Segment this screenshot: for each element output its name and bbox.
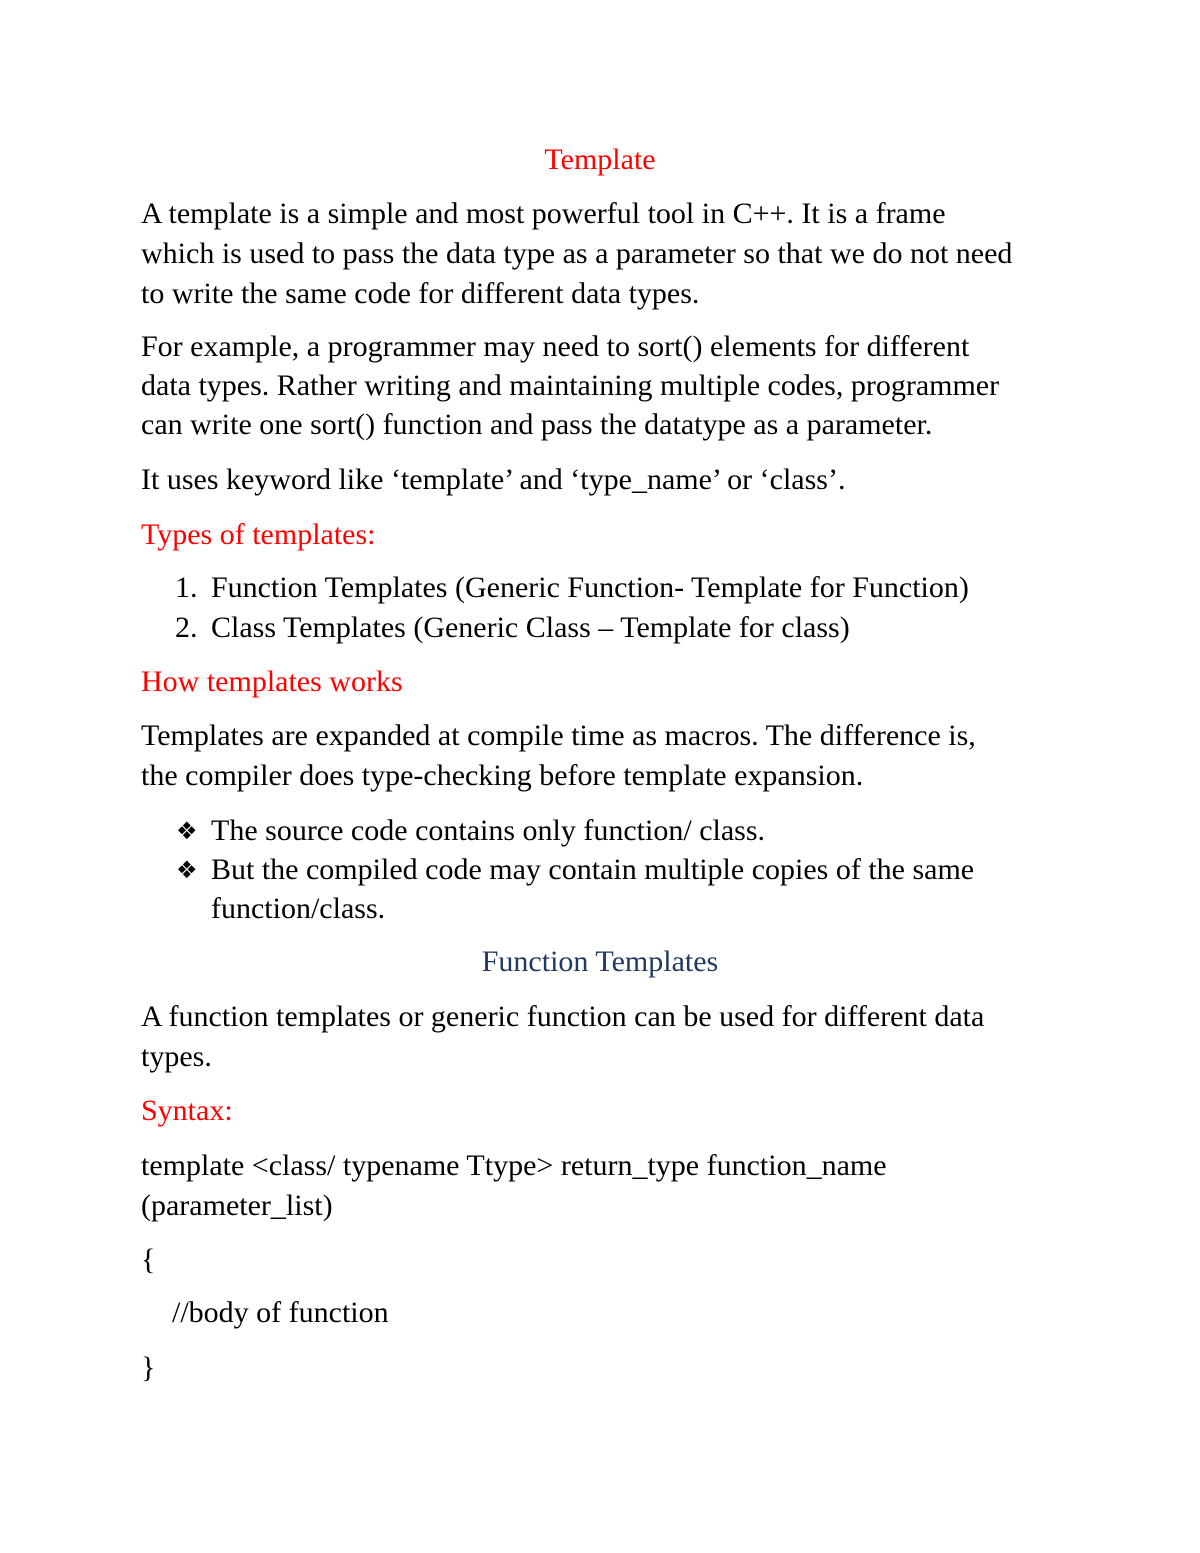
- page-title: Template: [544, 143, 656, 176]
- function-templates-line: A function templates or generic function can be used for different data: [141, 1000, 985, 1033]
- example-line: data types. Rather writing and maintaining multiple codes, programmer: [141, 369, 1000, 402]
- example-line: can write one sort() function and pass the datatype as a parameter.: [141, 408, 933, 441]
- keyword-paragraph: It uses keyword like ‘template’ and ‘type_name’ or ‘class’.: [141, 463, 846, 496]
- bullet-text: The source code contains only function/ class.: [211, 814, 766, 847]
- syntax-body-comment: //body of function: [172, 1296, 389, 1329]
- syntax-close-brace: }: [141, 1351, 156, 1384]
- diamond-bullet-icon: ❖: [176, 856, 198, 884]
- bullet-text: But the compiled code may contain multiple copies of the same: [211, 853, 975, 886]
- list-number: 2.: [175, 611, 198, 644]
- how-line: Templates are expanded at compile time as macros. The difference is,: [141, 719, 976, 752]
- list-item-text: Function Templates (Generic Function- Template for Function): [211, 571, 969, 604]
- types-heading: Types of templates:: [141, 518, 376, 551]
- list-number: 1.: [175, 571, 198, 604]
- syntax-open-brace: {: [141, 1243, 156, 1276]
- function-templates-heading: Function Templates: [481, 945, 719, 978]
- function-templates-line: types.: [141, 1040, 212, 1073]
- syntax-line: (parameter_list): [141, 1189, 333, 1222]
- how-line: the compiler does type-checking before template expansion.: [141, 759, 864, 792]
- intro-line: A template is a simple and most powerful tool in C++. It is a frame: [141, 197, 946, 230]
- diamond-bullet-icon: ❖: [176, 817, 198, 845]
- syntax-line: template <class/ typename Ttype> return_type function_name: [141, 1149, 887, 1182]
- bullet-text-continued: function/class.: [211, 892, 386, 925]
- intro-line: which is used to pass the data type as a parameter so that we do not need: [141, 237, 1013, 270]
- intro-line: to write the same code for different data types.: [141, 277, 700, 310]
- syntax-heading: Syntax:: [141, 1094, 233, 1127]
- how-heading: How templates works: [141, 665, 403, 698]
- list-item-text: Class Templates (Generic Class – Template for class): [211, 611, 850, 644]
- example-line: For example, a programmer may need to sort() elements for different: [141, 330, 970, 363]
